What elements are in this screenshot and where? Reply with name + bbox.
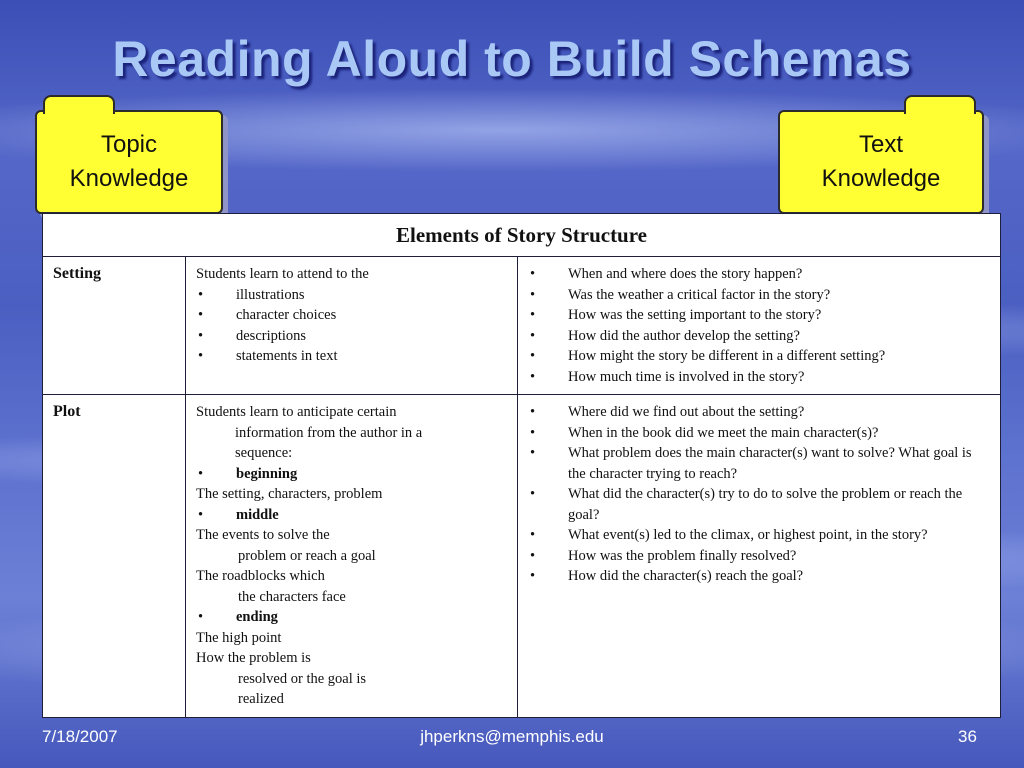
- stage-description: problem or reach a goal: [238, 547, 376, 564]
- bullet: •: [530, 445, 536, 461]
- bullet: •: [530, 368, 536, 385]
- bullet: •: [198, 465, 204, 482]
- folder-label: [822, 128, 941, 196]
- questions-cell: [518, 257, 1001, 395]
- list-item-text: illustrations: [236, 286, 305, 303]
- list-item: [528, 264, 990, 285]
- footer-email: jhperkns@memphis.edu: [420, 727, 604, 746]
- list-item: [196, 607, 507, 628]
- questions-cell: [518, 395, 1001, 718]
- list-item-text: Where did we find out about the setting?: [568, 404, 805, 420]
- list-item-text: Was the weather a critical factor in the story?: [568, 286, 831, 303]
- folder-label-line2: Knowledge: [821, 165, 941, 192]
- list-item: [528, 525, 990, 546]
- folder-label: [70, 128, 189, 196]
- list-item: [196, 505, 507, 526]
- learn-intro-line: sequence:: [235, 445, 293, 461]
- stage-description: realized: [238, 691, 284, 707]
- bullet: •: [530, 527, 536, 543]
- learn-intro-line: information from the author in a: [235, 424, 423, 441]
- stage-description: the characters face: [238, 588, 346, 605]
- text-knowledge-folder: [778, 110, 984, 214]
- list-item-text: descriptions: [236, 327, 307, 344]
- story-structure-table: [42, 213, 1001, 718]
- list-item-text: How did the character(s) reach the goal?: [568, 568, 804, 584]
- list-item: [528, 402, 990, 423]
- stage-description: The events to solve the: [196, 527, 330, 543]
- list-item: [528, 484, 990, 525]
- folder-tab: [43, 95, 115, 114]
- list-item: [528, 326, 990, 347]
- bullet: •: [530, 286, 536, 303]
- list-item-text: When in the book did we meet the main character(s)?: [568, 424, 879, 441]
- list-item: [528, 443, 990, 484]
- stage-description: resolved or the goal is: [238, 670, 367, 687]
- list-item: [528, 367, 990, 388]
- list-item: [196, 464, 507, 485]
- stage-description: The roadblocks which: [196, 568, 325, 584]
- bullet: •: [198, 307, 204, 323]
- list-item-text: What did the character(s) try to do to solve the problem or reach the goal?: [568, 486, 963, 523]
- table-row-plot: [43, 395, 1001, 718]
- list-item-text: character choices: [236, 307, 337, 323]
- list-item-text: How did the author develop the setting?: [568, 327, 800, 344]
- learn-cell: [186, 257, 518, 395]
- list-item-text: What problem does the main character(s) want to solve? What goal is the character trying to reach?: [568, 445, 972, 482]
- list-item: [528, 423, 990, 444]
- stage-description: The setting, characters, problem: [196, 486, 383, 502]
- list-item: [528, 566, 990, 587]
- list-item: [196, 346, 507, 367]
- list-item-text: ending: [236, 609, 278, 625]
- bullet: •: [530, 404, 536, 420]
- row-label: Setting: [43, 257, 186, 395]
- learn-cell: [186, 395, 518, 718]
- bullet: •: [530, 486, 536, 502]
- list-item: [196, 305, 507, 326]
- bullet: •: [198, 506, 204, 523]
- list-item: [528, 285, 990, 306]
- folder-label-line2: Knowledge: [69, 165, 189, 192]
- bullet: •: [530, 547, 536, 564]
- slide-title: Reading Aloud to Build Schemas: [112, 31, 912, 87]
- list-item-text: How much time is involved in the story?: [568, 368, 805, 385]
- list-item-text: How might the story be different in a different setting?: [568, 348, 886, 364]
- list-item: [196, 285, 507, 306]
- bullet: •: [198, 327, 204, 344]
- list-item: [528, 546, 990, 567]
- bullet: •: [530, 568, 536, 584]
- row-label: Plot: [43, 395, 186, 718]
- bullet: •: [530, 424, 536, 441]
- bullet: •: [530, 327, 536, 344]
- stage-description: How the problem is: [196, 650, 311, 666]
- list-item: [196, 326, 507, 347]
- list-item-text: statements in text: [236, 348, 338, 364]
- bullet: •: [198, 348, 204, 364]
- footer-date: 7/18/2007: [42, 727, 118, 746]
- list-item-text: How was the problem finally resolved?: [568, 547, 797, 564]
- list-item-text: When and where does the story happen?: [568, 266, 803, 282]
- folder-tab: [904, 95, 976, 114]
- list-item-text: What event(s) led to the climax, or highest point, in the story?: [568, 527, 928, 543]
- folder-label-line1: Topic: [100, 131, 157, 158]
- topic-knowledge-folder: [35, 110, 223, 214]
- bullet: •: [530, 348, 536, 364]
- list-item-text: middle: [236, 506, 279, 523]
- list-item-text: How was the setting important to the story?: [568, 307, 822, 323]
- list-item: [528, 305, 990, 326]
- stage-description: The high point: [196, 629, 282, 646]
- table-row-setting: [43, 257, 1001, 395]
- bullet: •: [530, 307, 536, 323]
- bullet: •: [198, 286, 204, 303]
- table-header: Elements of Story Structure: [43, 214, 1001, 257]
- list-item-text: beginning: [236, 465, 298, 482]
- list-item: [528, 346, 990, 367]
- learn-intro: Students learn to attend to the: [196, 266, 369, 282]
- folder-label-line1: Text: [858, 131, 903, 158]
- learn-intro-line: Students learn to anticipate certain: [196, 404, 397, 420]
- bullet: •: [198, 609, 204, 625]
- footer-page-number: 36: [958, 727, 977, 746]
- bullet: •: [530, 266, 536, 282]
